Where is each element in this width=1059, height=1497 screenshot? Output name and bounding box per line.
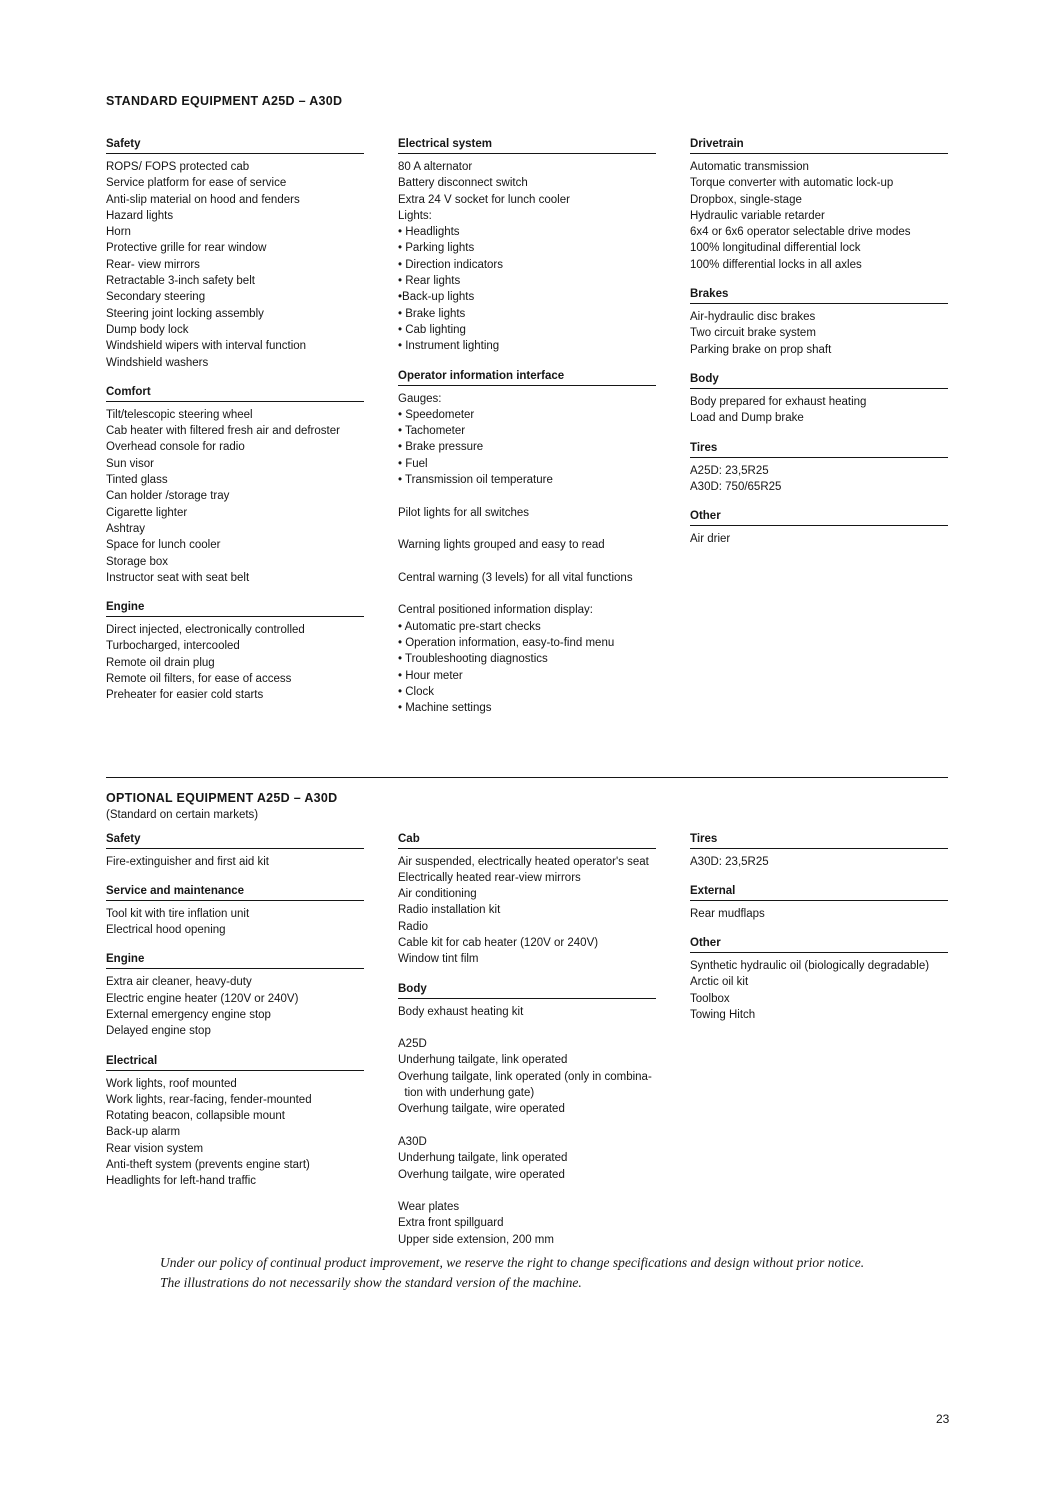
equipment-item: 100% longitudinal differential lock xyxy=(690,242,861,255)
equipment-group xyxy=(106,833,364,870)
equipment-item: Radio installation kit xyxy=(398,904,501,917)
optional-equipment-section xyxy=(106,777,948,1249)
equipment-item: Gauges: xyxy=(398,392,442,405)
equipment-item: Overhung tailgate, wire operated xyxy=(398,1168,565,1181)
equipment-item: Cigarette lighter xyxy=(106,506,188,519)
equipment-column xyxy=(398,138,656,717)
equipment-item: Remote oil drain plug xyxy=(106,656,215,669)
equipment-item: • Speedometer xyxy=(398,408,475,421)
equipment-item: A25D: 23,5R25 xyxy=(690,464,769,477)
group-heading: Engine xyxy=(106,953,364,969)
equipment-item: Overhung tailgate, link operated (only in combina- xyxy=(398,1070,652,1083)
equipment-item: Overhung tailgate, wire operated xyxy=(398,1103,565,1116)
equipment-group xyxy=(398,833,656,968)
equipment-item: 100% differential locks in all axles xyxy=(690,258,862,271)
equipment-item: •Back-up lights xyxy=(398,291,475,304)
group-heading: Service and maintenance xyxy=(106,885,364,901)
equipment-item: Work lights, roof mounted xyxy=(106,1077,237,1090)
item-spacer xyxy=(398,586,656,602)
equipment-item: Tool kit with tire inflation unit xyxy=(106,907,250,920)
equipment-item: Headlights for left-hand traffic xyxy=(106,1175,257,1188)
equipment-item: • Automatic pre-start checks xyxy=(398,620,541,633)
equipment-item: Warning lights grouped and easy to read xyxy=(398,539,605,552)
equipment-item: • Hour meter xyxy=(398,669,463,682)
standard-equipment-title: STANDARD EQUIPMENT A25D – A30D xyxy=(106,94,343,108)
equipment-item: Extra front spillguard xyxy=(398,1217,504,1230)
equipment-column xyxy=(398,833,656,1249)
equipment-item: A30D: 750/65R25 xyxy=(690,480,782,493)
equipment-item: Anti-slip material on hood and fenders xyxy=(106,193,300,206)
equipment-item: Storage box xyxy=(106,555,169,568)
equipment-item: 80 A alternator xyxy=(398,161,473,173)
group-heading: Electrical system xyxy=(398,138,656,154)
group-heading: Tires xyxy=(690,442,948,458)
equipment-item: Back-up alarm xyxy=(106,1126,181,1139)
equipment-item: Load and Dump brake xyxy=(690,412,804,425)
equipment-item: Parking brake on prop shaft xyxy=(690,343,832,356)
equipment-item: Protective grille for rear window xyxy=(106,242,267,255)
item-spacer xyxy=(398,1183,656,1199)
equipment-item: Extra air cleaner, heavy-duty xyxy=(106,976,252,989)
equipment-item: Ashtray xyxy=(106,522,145,535)
equipment-item: Upper side extension, 200 mm xyxy=(398,1233,554,1246)
equipment-item: A30D: 23,5R25 xyxy=(690,855,769,868)
equipment-item: Air-hydraulic disc brakes xyxy=(690,311,816,324)
equipment-group xyxy=(398,138,656,355)
equipment-group xyxy=(690,373,948,427)
group-heading: Brakes xyxy=(690,288,948,304)
equipment-item: ROPS/ FOPS protected cab xyxy=(106,161,250,173)
item-spacer xyxy=(398,1020,656,1036)
equipment-column xyxy=(690,833,948,1024)
equipment-item: • Brake lights xyxy=(398,307,466,320)
equipment-item: Pilot lights for all switches xyxy=(398,506,530,519)
equipment-group xyxy=(690,442,948,496)
group-heading: Tires xyxy=(690,833,948,849)
equipment-item: Body prepared for exhaust heating xyxy=(690,395,867,408)
equipment-item: • Clock xyxy=(398,685,434,698)
equipment-group xyxy=(106,138,364,371)
equipment-item: Towing Hitch xyxy=(690,1008,756,1021)
equipment-item: Torque converter with automatic lock-up xyxy=(690,177,894,190)
equipment-item: Windshield wipers with interval function xyxy=(106,340,307,353)
equipment-item: Body exhaust heating kit xyxy=(398,1005,524,1018)
equipment-item: Electric engine heater (120V or 240V) xyxy=(106,992,299,1005)
equipment-item: Dump body lock xyxy=(106,323,189,336)
group-heading: Safety xyxy=(106,138,364,154)
equipment-item: Fire-extinguisher and first aid kit xyxy=(106,855,269,868)
equipment-item: Air conditioning xyxy=(398,888,477,901)
equipment-item: A30D xyxy=(398,1135,427,1148)
standard-equipment-columns xyxy=(106,138,948,717)
item-spacer xyxy=(398,554,656,570)
equipment-item: • Rear lights xyxy=(398,275,461,288)
equipment-group xyxy=(106,601,364,703)
equipment-item: Rear vision system xyxy=(106,1142,204,1155)
equipment-item: • Parking lights xyxy=(398,242,475,255)
equipment-item: • Troubleshooting diagnostics xyxy=(398,653,548,666)
equipment-item: Dropbox, single-stage xyxy=(690,193,802,206)
equipment-item: Direct injected, electronically controlled xyxy=(106,624,305,637)
equipment-item: Lights: xyxy=(398,209,432,222)
equipment-item: Tilt/telescopic steering wheel xyxy=(106,408,253,421)
equipment-item: Horn xyxy=(106,226,131,239)
group-heading: Operator information interface xyxy=(398,370,656,386)
group-heading: External xyxy=(690,885,948,901)
equipment-group xyxy=(398,983,656,1248)
equipment-item: Extra 24 V socket for lunch cooler xyxy=(398,193,570,206)
equipment-item: • Tachometer xyxy=(398,425,466,438)
group-heading: Body xyxy=(398,983,656,999)
equipment-group xyxy=(106,885,364,939)
equipment-item: • Operation information, easy-to-find menu xyxy=(398,637,615,650)
equipment-item: Rear mudflaps xyxy=(690,907,765,920)
equipment-group xyxy=(106,1055,364,1190)
equipment-group xyxy=(690,288,948,358)
equipment-item: Automatic transmission xyxy=(690,161,809,173)
page-content xyxy=(106,94,948,1248)
equipment-item: Arctic oil kit xyxy=(690,976,749,989)
equipment-item: Can holder /storage tray xyxy=(106,490,230,503)
footer-disclaimer: Under our policy of continual product improvement, we reserve the right to change specifications and design without prior notice. The illustrations do not necessarily show the standard version of the machine. xyxy=(160,1255,865,1290)
equipment-item: Underhung tailgate, link operated xyxy=(398,1152,568,1165)
equipment-group xyxy=(398,370,656,717)
equipment-item: Anti-theft system (prevents engine start) xyxy=(106,1159,310,1172)
equipment-item: Turbocharged, intercooled xyxy=(106,640,240,653)
item-spacer xyxy=(398,1118,656,1134)
equipment-group xyxy=(690,510,948,547)
equipment-group xyxy=(106,386,364,586)
optional-equipment-title: OPTIONAL EQUIPMENT A25D – A30D xyxy=(106,790,338,805)
equipment-group xyxy=(690,138,948,273)
group-heading: Comfort xyxy=(106,386,364,402)
group-heading: Body xyxy=(690,373,948,389)
group-heading: Cab xyxy=(398,833,656,849)
equipment-item: Steering joint locking assembly xyxy=(106,307,264,320)
equipment-item: A25D xyxy=(398,1038,427,1051)
group-heading: Engine xyxy=(106,601,364,617)
equipment-column xyxy=(690,138,948,547)
equipment-item: Radio xyxy=(398,920,429,933)
equipment-group xyxy=(690,833,948,870)
equipment-item: • Cab lighting xyxy=(398,323,466,336)
equipment-item: Two circuit brake system xyxy=(690,327,816,340)
equipment-item: Windshield washers xyxy=(106,356,209,369)
equipment-item: • Headlights xyxy=(398,226,460,239)
equipment-item: Retractable 3-inch safety belt xyxy=(106,275,255,288)
equipment-item: • Transmission oil temperature xyxy=(398,474,553,487)
equipment-item: Hydraulic variable retarder xyxy=(690,209,825,222)
page-number: 23 xyxy=(936,1412,950,1426)
equipment-item: Battery disconnect switch xyxy=(398,177,528,190)
equipment-item: Work lights, rear-facing, fender-mounted xyxy=(106,1093,312,1106)
equipment-item: Rear- view mirrors xyxy=(106,258,200,271)
equipment-item: tion with underhung gate) xyxy=(398,1087,535,1100)
equipment-item: • Machine settings xyxy=(398,702,492,715)
equipment-item: Overhead console for radio xyxy=(106,441,245,454)
equipment-column xyxy=(106,833,364,1190)
group-heading: Other xyxy=(690,937,948,953)
equipment-group xyxy=(690,885,948,922)
optional-equipment-subtitle: (Standard on certain markets) xyxy=(106,808,259,821)
equipment-item: Tinted glass xyxy=(106,474,168,487)
equipment-item: External emergency engine stop xyxy=(106,1008,271,1021)
equipment-item: • Direction indicators xyxy=(398,258,504,271)
equipment-item: Underhung tailgate, link operated xyxy=(398,1054,568,1067)
equipment-item: Air suspended, electrically heated operator's seat xyxy=(398,855,649,868)
equipment-item: Rotating beacon, collapsible mount xyxy=(106,1110,286,1123)
equipment-item: Electrically heated rear-view mirrors xyxy=(398,871,581,884)
optional-equipment-columns xyxy=(106,833,948,1249)
group-heading: Drivetrain xyxy=(690,138,948,154)
section-divider-rule xyxy=(106,777,948,778)
equipment-item: Electrical hood opening xyxy=(106,924,226,937)
equipment-item: Wear plates xyxy=(398,1201,460,1214)
equipment-item: Air drier xyxy=(690,533,731,546)
equipment-column xyxy=(106,138,364,704)
equipment-item: • Instrument lighting xyxy=(398,340,500,353)
group-heading: Safety xyxy=(106,833,364,849)
equipment-item: Central positioned information display: xyxy=(398,604,593,617)
equipment-item: Space for lunch cooler xyxy=(106,539,221,552)
equipment-item: • Brake pressure xyxy=(398,441,484,454)
equipment-item: 6x4 or 6x6 operator selectable drive modes xyxy=(690,226,911,239)
equipment-item: Synthetic hydraulic oil (biologically degradable) xyxy=(690,960,930,973)
equipment-item: Remote oil filters, for ease of access xyxy=(106,673,292,686)
equipment-item: Cab heater with filtered fresh air and defroster xyxy=(106,425,340,438)
equipment-item: Preheater for easier cold starts xyxy=(106,689,264,702)
equipment-item: Service platform for ease of service xyxy=(106,177,287,190)
equipment-item: Instructor seat with seat belt xyxy=(106,571,250,584)
group-heading: Other xyxy=(690,510,948,526)
equipment-group xyxy=(690,937,948,1023)
equipment-item: Central warning (3 levels) for all vital functions xyxy=(398,571,633,584)
equipment-item: Cable kit for cab heater (120V or 240V) xyxy=(398,936,599,949)
equipment-item: Delayed engine stop xyxy=(106,1025,211,1038)
group-heading: Electrical xyxy=(106,1055,364,1071)
equipment-item: Window tint film xyxy=(398,953,479,966)
equipment-item: Secondary steering xyxy=(106,291,206,304)
equipment-group xyxy=(106,953,364,1039)
equipment-item: Sun visor xyxy=(106,457,154,470)
item-spacer xyxy=(398,521,656,537)
item-spacer xyxy=(398,488,656,504)
equipment-item: • Fuel xyxy=(398,457,428,470)
equipment-item: Hazard lights xyxy=(106,209,174,222)
standard-equipment-section xyxy=(106,94,948,717)
equipment-item: Toolbox xyxy=(690,992,730,1005)
